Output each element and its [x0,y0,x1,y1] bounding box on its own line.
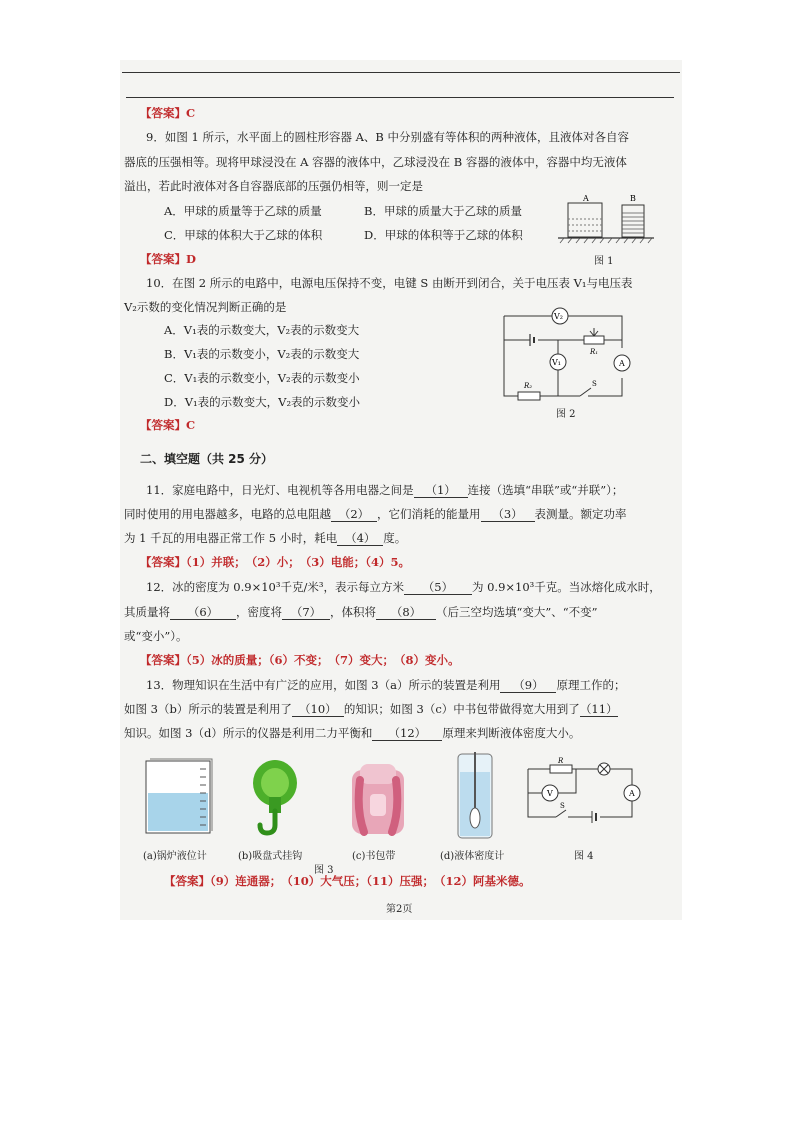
figure-3a-boiler-gauge [140,755,216,840]
q11-text-6: 为 1 千瓦的用电器正常工作 5 小时，耗电 [124,531,338,545]
q10-option-c: C．V₁表的示数变小，V₂表的示数变小 [164,371,360,385]
blank-7: （7） [282,605,330,620]
answer-value: C [186,106,196,120]
q8-answer [140,106,195,120]
answer-label: 【答案】 [140,252,186,266]
answer-value: （5）冰的质量；（6）不变； （7）变大； （8）变小。 [186,653,460,667]
voltmeter-v1-label: V₁ [552,358,561,367]
q13-text-4: 的知识；如图 3（c）中书包带做得宽大用到了 [343,702,580,716]
q11-text-1: 11．家庭电路中，日光灯、电视机等各用电器之间是 [146,483,414,497]
q9-line2: 器底的压强相等。现将甲球浸没在 A 容器的液体中，乙球浸没在 B 容器的液体中，容器中均无液体 [124,155,627,169]
switch-label: S [592,380,597,388]
blank-11: （11） [579,702,618,716]
q9-line1: 9．如图 1 所示，水平面上的圆柱形容器 A、B 中分别盛有等体积的两种液体，且液体对各自容 [146,130,630,144]
answer-value: （1）并联； （2）小； （3）电能；（4）5。 [186,555,411,569]
figure-1-containers [556,193,656,251]
q13-text-1: 13．物理知识在生活中有广泛的应用，如图 3（a）所示的装置是利用 [146,678,501,692]
q9-option-a: A．甲球的质量等于乙球的质量 [164,204,322,218]
figure-3-caption: 图 3 [314,865,334,876]
answer-label: 【答案】 [140,555,186,569]
q12-text-6: （后三空均选填“变大”、“不变” [436,605,598,619]
figure-3a-caption: (a)锅炉液位计 [143,851,207,862]
q11-line3 [124,531,406,546]
q12-text-4: ，密度将 [236,605,282,619]
resistor-r2-label: R₂ [524,382,533,390]
q11-text-2: 连接（选填“串联”或“并联”）； [467,483,624,497]
answer-value: D [186,252,196,266]
figure-3b-suction-hook [246,757,304,837]
blank-5: （5） [404,580,472,595]
q9-answer [140,252,196,266]
q11-text-3: 同时使用的用电器越多，电路的总电阻越 [124,507,331,521]
q11-text-4: ，它们消耗的能量用 [377,507,481,521]
q13-line1 [146,678,625,693]
figure-4-caption: 图 4 [574,851,594,862]
blank-6: （6） [170,605,236,620]
fig4-switch-label: S [560,802,565,810]
q12-text-2: 为 0.9×10³千克。当冰熔化成水时， [471,580,661,594]
blank-2: （2） [331,507,377,522]
answer-label: 【答案】 [140,106,186,120]
figure-3c-caption: (c)书包带 [352,851,396,862]
fig4-ammeter-label: A [629,789,635,798]
fig4-voltmeter-label: V [547,789,553,798]
q11-line2 [124,507,627,522]
q10-option-b: B．V₁表的示数变小，V₂表的示数变大 [164,347,360,361]
figure-3d-caption: (d)液体密度计 [440,851,505,862]
q13-text-2: 原理工作的； [556,678,626,692]
container-a-label: A [583,194,589,203]
q11-text-5: 表测量。额定功率 [534,507,627,521]
ammeter-label: A [619,359,625,368]
q12-line2 [124,605,598,620]
q13-answer [164,874,531,888]
top-rule [122,72,680,73]
q10-answer [140,418,195,432]
voltmeter-v2-label: V₂ [554,312,563,321]
q12-text-1: 12．冰的密度为 0.9×10³千克/米³，表示每立方米 [146,580,404,594]
figure-3d-hydrometer [450,750,500,842]
answer-value: （9）连通器； （10）大气压；（11）压强； （12）阿基米德。 [210,874,531,888]
blank-4: （4） [337,531,383,546]
page-number: 第2页 [386,904,413,915]
q10-option-d: D．V₁表的示数变大，V₂表的示数变小 [164,395,361,409]
figure-2-caption: 图 2 [556,409,576,420]
answer-label: 【答案】 [164,874,210,888]
q13-text-6: 原理来判断液体密度大小。 [442,726,581,740]
header-rule [126,97,674,98]
blank-3: （3） [481,507,535,522]
q13-text-5: 知识。如图 3（d）所示的仪器是利用二力平衡和 [124,726,373,740]
q13-line3 [124,726,580,741]
figure-2-circuit [496,300,646,405]
q11-text-7: 度。 [383,531,407,545]
q12-text-5: ，体积将 [330,605,376,619]
blank-8: （8） [376,605,436,620]
q9-option-c: C．甲球的体积大于乙球的体积 [164,228,323,242]
blank-12: （12） [372,726,442,741]
q11-answer [140,555,410,569]
blank-1: （1） [414,483,468,498]
figure-4-circuit [520,755,650,825]
q13-line2 [124,702,618,717]
q9-option-b: B．甲球的质量大于乙球的质量 [364,204,522,218]
resistor-r1-label: R₁ [590,348,599,356]
figure-1-caption: 图 1 [594,256,614,267]
section-2-heading: 二、填空题（共 25 分） [140,452,274,466]
q11-line1 [146,483,623,498]
q10-line2: V₂示数的变化情况判断正确的是 [124,300,287,314]
container-b-label: B [630,194,636,203]
blank-10: （10） [292,702,344,717]
answer-label: 【答案】 [140,418,186,432]
q12-line1 [146,580,661,595]
fig4-resistor-label: R [558,757,564,765]
q12-answer [140,653,460,667]
q12-text-3: 其质量将 [124,605,170,619]
q9-option-d: D．甲球的体积等于乙球的体积 [364,228,523,242]
figure-3c-backpack [346,760,410,840]
blank-9: （9） [500,678,556,693]
answer-value: C [186,418,196,432]
answer-label: 【答案】 [140,653,186,667]
q13-text-3: 如图 3（b）所示的装置是利用了 [124,702,292,716]
q10-option-a: A．V₁表的示数变大，V₂表的示数变大 [164,323,360,337]
q10-line1: 10．在图 2 所示的电路中，电源电压保持不变，电键 S 由断开到闭合，关于电压表 V₁与电压表 [146,276,633,290]
q12-line3: 或“变小”）。 [124,629,188,643]
figure-3b-caption: (b)吸盘式挂钩 [238,851,303,862]
q9-line3: 溢出，若此时液体对各自容器底部的压强仍相等，则一定是 [124,179,423,193]
